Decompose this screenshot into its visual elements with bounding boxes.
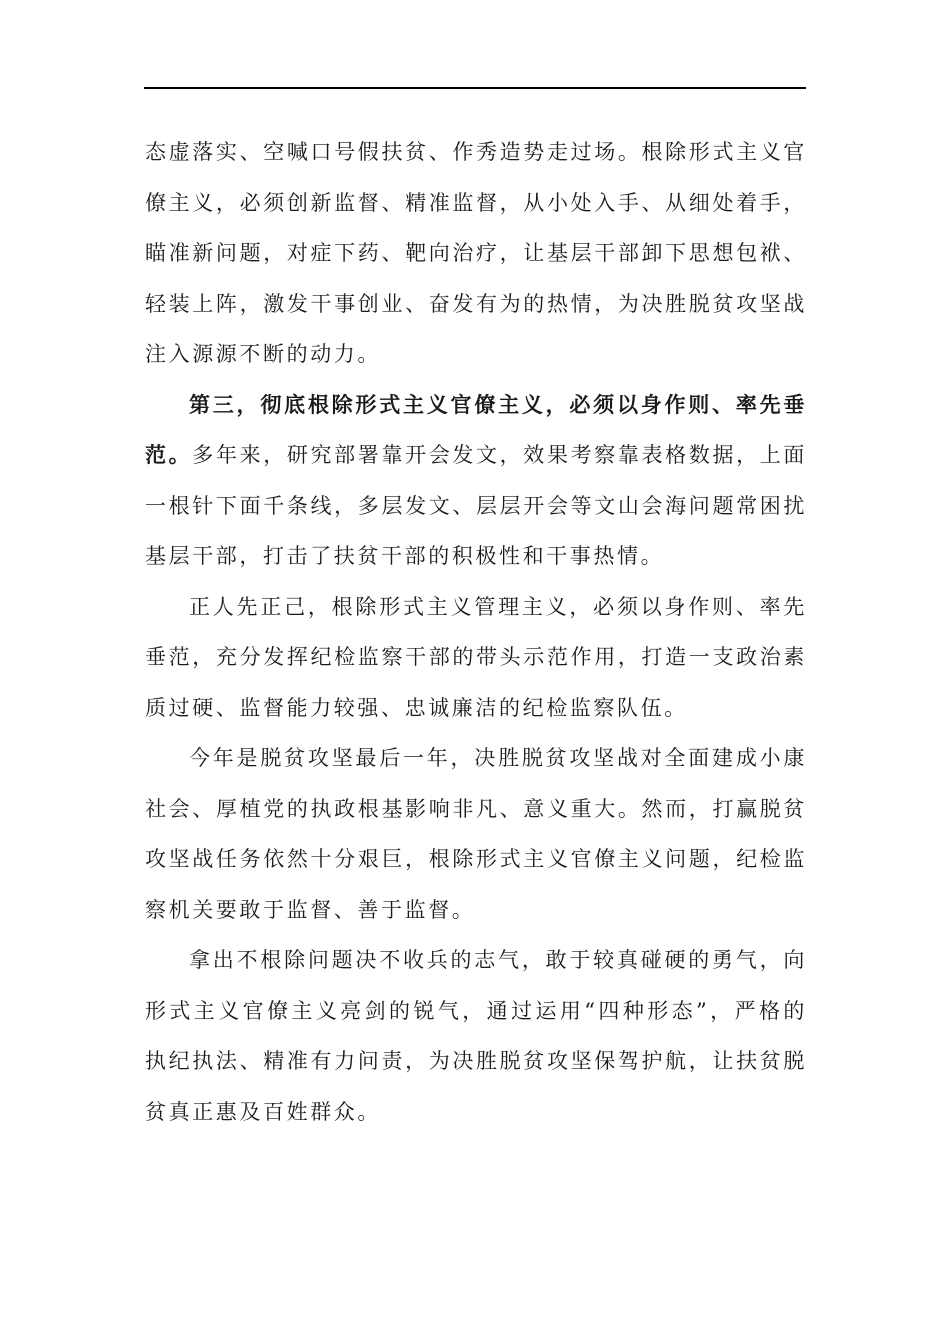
paragraph-continued xyxy=(145,127,807,380)
paragraph-bold-lead: 第三，彻底根除形式主义官僚主义，必须以身作则、率先垂范。 xyxy=(145,391,807,467)
paragraph-text: 态虚落实、空喊口号假扶贫、作秀造势走过场。根除形式主义官僚主义，必须创新监督、精准监督，从小处入手、从细处着手，瞄准新问题，对症下药、靶向治疗，让基层干部卸下思想包袱、轻装上阵，激发干事创业、奋发有为的热情，为决胜脱贫攻坚战注入源源不断的动力。 xyxy=(145,140,807,366)
paragraph-text: 多年来，研究部署靠开会发文，效果考察靠表格数据，上面一根针下面千条线，多层发文、层层开会等文山会海问题常困扰基层干部，打击了扶贫干部的积极性和干事热情。 xyxy=(145,443,807,568)
paragraph xyxy=(145,935,807,1137)
paragraph-text: 正人先正己，根除形式主义管理主义，必须以身作则、率先垂范，充分发挥纪检监察干部的带头示范作用，打造一支政治素质过硬、监督能力较强、忠诚廉洁的纪检监察队伍。 xyxy=(145,594,807,720)
paragraph-third-point xyxy=(145,380,807,582)
header-rule xyxy=(144,87,806,89)
paragraph-text: 今年是脱贫攻坚最后一年，决胜脱贫攻坚战对全面建成小康社会、厚植党的执政根基影响非凡、意义重大。然而，打赢脱贫攻坚战任务依然十分艰巨，根除形式主义官僚主义问题，纪检监察机关要敢于监督、善于监督。 xyxy=(145,746,807,922)
document-body xyxy=(145,127,807,1137)
paragraph-text: 拿出不根除问题决不收兵的志气，敢于较真碰硬的勇气，向形式主义官僚主义亮剑的锐气，通过运用“四种形态”，严格的执纪执法、精准有力问责，为决胜脱贫攻坚保驾护航，让扶贫脱贫真正惠及百姓群众。 xyxy=(145,948,807,1124)
paragraph xyxy=(145,733,807,935)
paragraph xyxy=(145,582,807,734)
